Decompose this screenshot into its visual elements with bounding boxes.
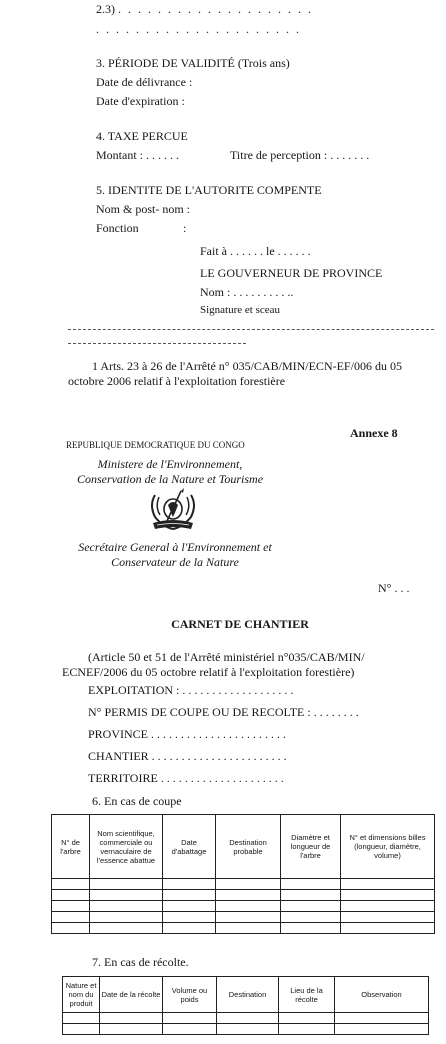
exploitation-line: EXPLOITATION : . . . . . . . . . . . . . . . . . . .	[88, 683, 294, 697]
governor-name-line: Nom : . . . . . . . . . ..	[200, 285, 294, 299]
item-2-3-continuation: . . . . . . . . . . . . . . . . . . . . .	[96, 22, 301, 36]
harvest-table-header-row	[63, 977, 429, 1013]
table-row	[52, 923, 435, 934]
ministry-line-1: Ministere de l'Environnement,	[97, 457, 243, 471]
header-harvest-date: Date de la récolte	[100, 977, 163, 1013]
table-row	[63, 1013, 429, 1024]
footnote-rule	[68, 343, 246, 344]
table-row	[63, 1024, 429, 1035]
section-7-title: 7. En cas de récolte.	[92, 955, 189, 969]
function-label: Fonction	[96, 221, 139, 235]
article-line-1: (Article 50 et 51 de l'Arrêté ministériel n°035/CAB/MIN/	[88, 650, 365, 664]
header-destination: Destination	[217, 977, 279, 1013]
section-6-title: 6. En cas de coupe	[92, 794, 182, 808]
header-log-dimensions: N° et dimensions billes (longueur, diamètre, volume)	[341, 815, 435, 879]
coat-of-arms-emblem	[145, 487, 201, 533]
site-line: CHANTIER . . . . . . . . . . . . . . . . . . . . . . .	[88, 749, 287, 763]
issue-date-label: Date de délivrance :	[96, 75, 193, 89]
header-product-nature: Nature et nom du produit	[63, 977, 100, 1013]
section-3-title: 3. PÉRIODE DE VALIDITÉ (Trois ans)	[96, 56, 290, 70]
secretary-line-2: Conservateur de la Nature	[111, 555, 239, 569]
made-at-line: Fait à . . . . . . le . . . . . .	[200, 244, 311, 258]
expiry-date-label: Date d'expiration :	[96, 94, 185, 108]
harvest-table	[62, 976, 429, 1035]
name-label: Nom & post- nom :	[96, 202, 191, 216]
header-tree-number: N° de l'arbre	[52, 815, 90, 879]
article-line-2: ECNEF/2006 du 05 octobre relatif à l'exploitation forestière)	[62, 665, 355, 679]
territory-line: TERRITOIRE . . . . . . . . . . . . . . . . . . . . .	[88, 771, 284, 785]
footnote-line-1: 1 Arts. 23 à 26 de l'Arrêté n° 035/CAB/MIN/ECN-EF/006 du 05	[92, 359, 402, 373]
annex-label: Annexe 8	[350, 426, 398, 440]
item-2-3-dots: . . . . . . . . . . . . . . . . . . . .	[118, 2, 313, 16]
permit-number-line: N° PERMIS DE COUPE OU DE RECOLTE : . . . . . . . .	[88, 705, 359, 719]
signature-label: Signature et sceau	[200, 304, 281, 316]
table-row	[52, 890, 435, 901]
header-diameter-length: Diamètre et longueur de l'arbre	[281, 815, 341, 879]
document-number: N° . . .	[378, 581, 410, 595]
header-species-name: Nom scientifique, commerciale ou vernaculaire de l'essence abattue	[90, 815, 163, 879]
function-colon: :	[183, 221, 187, 235]
item-2-3-label: 2.3)	[96, 2, 118, 16]
governor-title: LE GOUVERNEUR DE PROVINCE	[200, 266, 383, 280]
amount-label: Montant : . . . . . .	[96, 148, 179, 162]
ministry-line-2: Conservation de la Nature et Tourisme	[76, 472, 264, 486]
separator-rule	[68, 329, 434, 330]
secretary-line-1: Secrétaire General à l'Environnement et	[78, 540, 272, 554]
item-2-3-line	[96, 2, 313, 17]
header-harvest-place: Lieu de la récolte	[279, 977, 335, 1013]
province-line: PROVINCE . . . . . . . . . . . . . . . . . . . . . . .	[88, 727, 287, 741]
footnote-line-2: octobre 2006 relatif à l'exploitation forestière	[68, 374, 286, 388]
table-row	[52, 901, 435, 912]
header-observation: Observation	[335, 977, 429, 1013]
section-4-title: 4. TAXE PERCUE	[96, 129, 188, 143]
header-felling-date: Date d'abattage	[163, 815, 216, 879]
section-5-title: 5. IDENTITE DE L'AUTORITE COMPENTE	[96, 183, 322, 197]
felling-table	[51, 814, 435, 934]
header-volume-weight: Volume ou poids	[163, 977, 217, 1013]
carnet-title: CARNET DE CHANTIER	[171, 617, 309, 631]
republic-heading: REPUBLIQUE DEMOCRATIQUE DU CONGO	[66, 440, 245, 450]
table-row	[52, 912, 435, 923]
felling-table-header-row	[52, 815, 435, 879]
header-destination: Destination probable	[216, 815, 281, 879]
table-row	[52, 879, 435, 890]
receipt-label: Titre de perception : . . . . . . .	[230, 148, 370, 162]
